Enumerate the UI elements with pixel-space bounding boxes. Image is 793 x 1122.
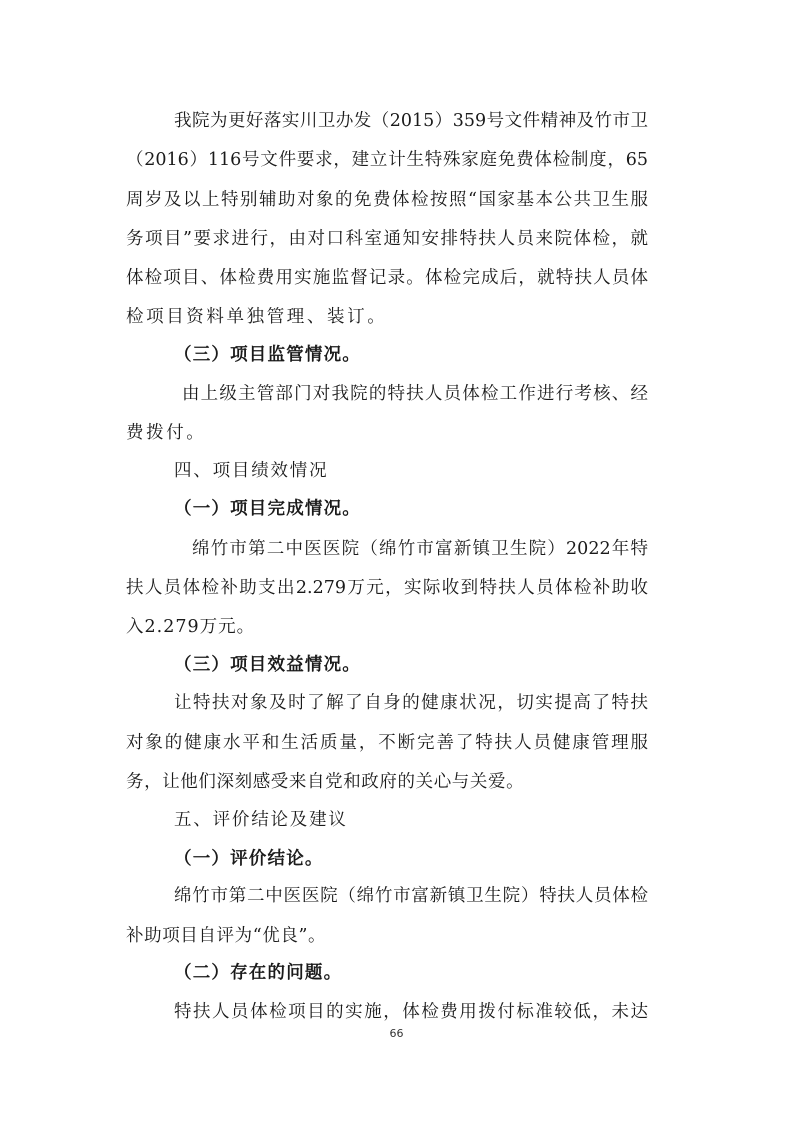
paragraph-line: 入2.279万元。: [126, 617, 256, 637]
paragraph-line: 周岁及以上特别辅助对象的免费体检按照“国家基本公共卫生服: [126, 190, 648, 210]
chapter-heading: 四、项目绩效情况: [174, 461, 329, 481]
paragraph-line: 务项目”要求进行，由对口科室通知安排特扶人员来院体检，就: [126, 229, 648, 249]
paragraph-line: 绵竹市第二中医医院（绵竹市富新镇卫生院）2022年特: [192, 539, 648, 559]
paragraph-line: 对象的健康水平和生活质量，不断完善了特扶人员健康管理服: [126, 733, 648, 753]
paragraph-line: 我院为更好落实川卫办发（2015）359号文件精神及竹市卫: [174, 111, 648, 131]
paragraph-line: 体检项目、体检费用实施监督记录。体检完成后，就特扶人员体: [126, 268, 648, 288]
paragraph-line: 绵竹市第二中医医院（绵竹市富新镇卫生院）特扶人员体检: [174, 886, 648, 906]
section-heading: （二）存在的问题。: [174, 963, 343, 983]
page-number: 66: [389, 1027, 404, 1040]
paragraph-line: 特扶人员体检项目的实施，体检费用拨付标准较低，未达: [174, 1002, 648, 1022]
paragraph-line: （2016）116号文件要求，建立计生特殊家庭免费体检制度，65: [126, 150, 648, 170]
paragraph-line: 费拨付。: [126, 423, 207, 443]
section-heading: （一）评价结论。: [174, 849, 324, 869]
chapter-heading: 五、评价结论及建议: [174, 810, 348, 830]
section-heading: （一）项目完成情况。: [174, 499, 361, 519]
paragraph-line: 由上级主管部门对我院的特扶人员体检工作进行考核、经: [182, 384, 648, 404]
section-heading: （三）项目监管情况。: [174, 345, 361, 365]
paragraph-line: 务，让他们深刻感受来自党和政府的关心与关爱。: [126, 772, 525, 792]
paragraph-line: 检项目资料单独管理、装订。: [126, 307, 388, 327]
paragraph-line: 让特扶对象及时了解了自身的健康状况，切实提高了特扶: [174, 693, 648, 713]
paragraph-line: 扶人员体检补助支出2.279万元，实际收到特扶人员体检补助收: [126, 578, 648, 598]
paragraph-line: 补助项目自评为“优良”。: [126, 926, 327, 946]
section-heading: （三）项目效益情况。: [174, 655, 361, 675]
